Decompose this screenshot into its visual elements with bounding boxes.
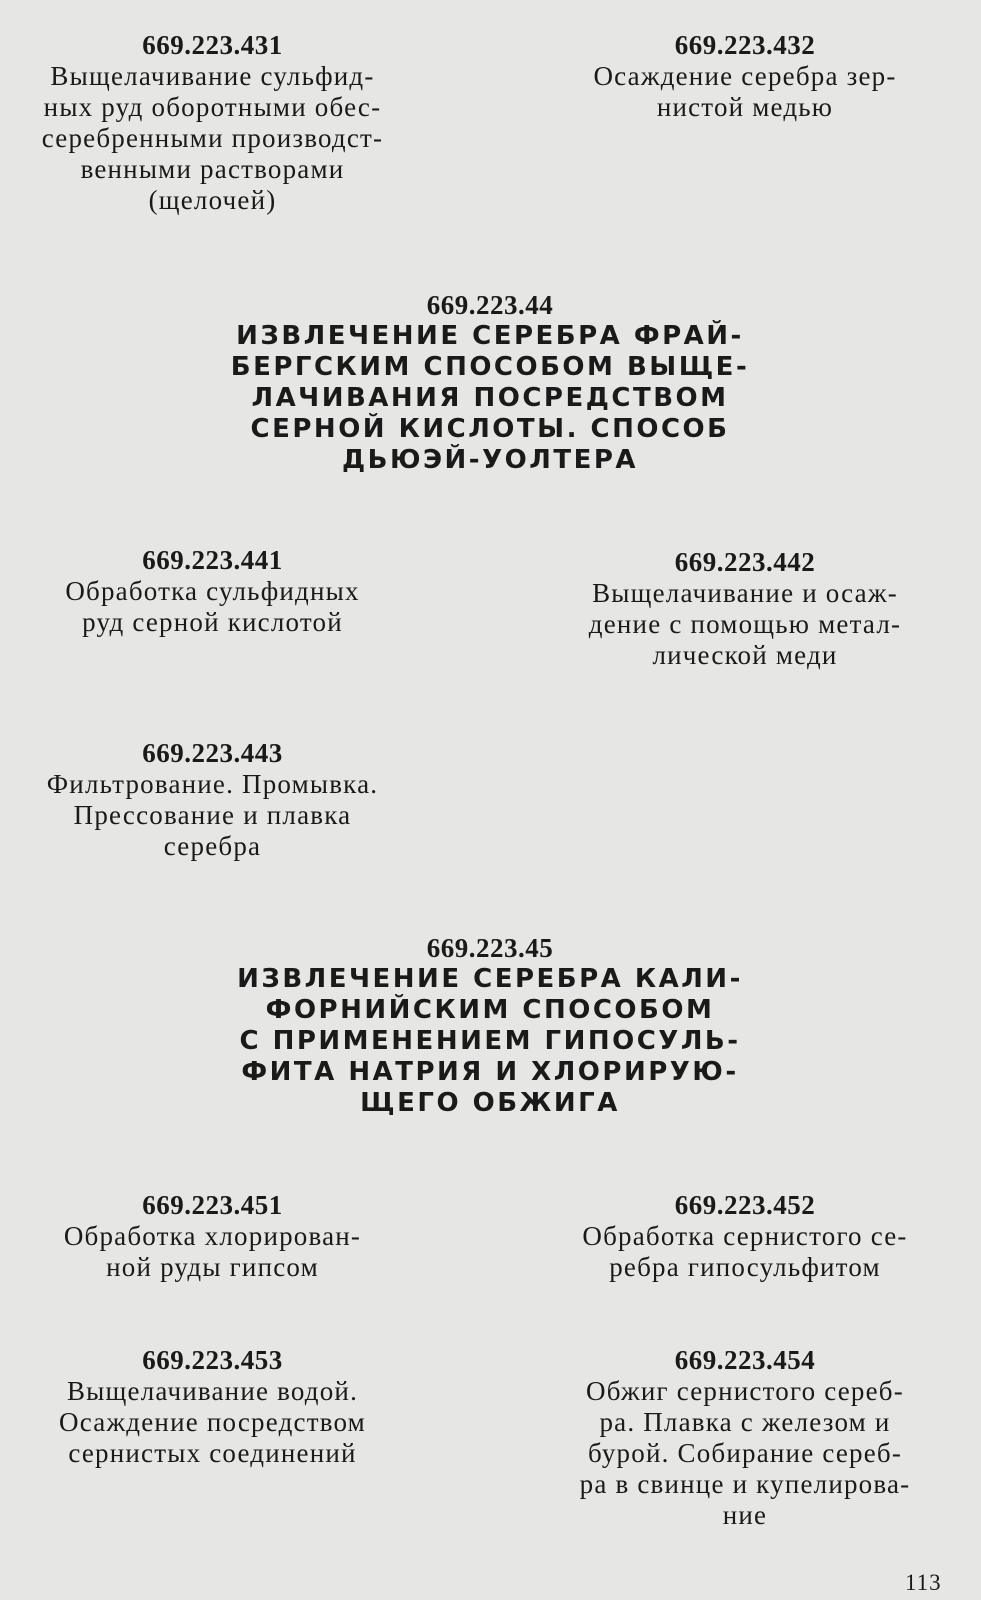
entry-line: Осаждение посредством [59, 1407, 366, 1437]
section-number: 669.223.44 [426, 290, 554, 320]
section-title-line: БЕРГСКИМ СПОСОБОМ ВЫЩЕ- [230, 352, 750, 382]
entry-669-223-431 [20, 30, 405, 216]
section-title-line: ИЗВЛЕЧЕНИЕ СЕРЕБРА КАЛИ- [237, 964, 743, 994]
entry-669-223-454 [550, 1345, 940, 1531]
entry-line: серебра [163, 831, 262, 861]
section-title-line: ЛАЧИВАНИЯ ПОСРЕДСТВОМ [251, 383, 729, 413]
entry-line: Обжиг сернистого сереб- [586, 1376, 904, 1406]
entry-line: ра. Плавка с железом и [599, 1407, 891, 1437]
entry-669-223-451 [20, 1190, 405, 1283]
entry-line: ребра гипосульфитом [609, 1252, 881, 1282]
entry-line: Осаждение серебра зер- [593, 61, 897, 91]
entry-line: Выщелачивание и осаж- [592, 578, 898, 608]
entry-669-223-453 [20, 1345, 405, 1469]
entry-line: лической меди [652, 640, 838, 670]
entry-number: 669.223.432 [674, 30, 816, 60]
entry-line: ра в свинце и купелирова- [579, 1469, 911, 1499]
entry-number: 669.223.443 [142, 738, 283, 768]
entry-line: Фильтрование. Промывка. [46, 769, 379, 799]
section-title-line: ФИТА НАТРИЯ И ХЛОРИРУЮ- [241, 1057, 739, 1087]
section-heading-669-223-45 [190, 933, 790, 1119]
entry-number: 669.223.431 [142, 30, 283, 60]
section-heading-669-223-44 [190, 290, 790, 476]
entry-line: Выщелачивание сульфид- [50, 61, 375, 91]
entry-number: 669.223.454 [674, 1345, 816, 1375]
entry-669-223-452 [550, 1190, 940, 1283]
entry-line: (щелочей) [148, 185, 277, 215]
entry-number: 669.223.441 [142, 545, 283, 575]
section-title-line: ФОРНИЙСКИМ СПОСОБОМ [265, 995, 715, 1025]
entry-line: венными растворами [80, 154, 345, 184]
section-title-line: ЩЕГО ОБЖИГА [360, 1088, 620, 1118]
entry-line: ных руд оборотными обес- [43, 92, 382, 122]
entry-669-223-443 [20, 738, 405, 862]
entry-line: Выщелачивание водой. [66, 1376, 359, 1406]
entry-number: 669.223.452 [674, 1190, 816, 1220]
section-number: 669.223.45 [426, 933, 554, 963]
entry-line: Прессование и плавка [73, 800, 352, 830]
page-number: 113 [905, 1570, 942, 1595]
entry-669-223-441 [20, 545, 405, 638]
entry-line: ной руды гипсом [106, 1252, 319, 1282]
entry-number: 669.223.442 [674, 547, 816, 577]
entry-number: 669.223.451 [142, 1190, 283, 1220]
entry-line: дение с помощью метал- [588, 609, 902, 639]
section-title-line: СЕРНОЙ КИСЛОТЫ. СПОСОБ [250, 414, 730, 444]
entry-number: 669.223.453 [142, 1345, 283, 1375]
entry-line: ние [722, 1500, 768, 1530]
entry-line: руд серной кислотой [82, 607, 343, 637]
entry-line: нистой медью [656, 92, 834, 122]
section-title-line: С ПРИМЕНЕНИЕМ ГИПОСУЛЬ- [239, 1026, 741, 1056]
entry-669-223-442 [550, 547, 940, 671]
entry-line: сернистых соединений [68, 1438, 357, 1468]
entry-line: Обработка сернистого се- [582, 1221, 908, 1251]
section-title-line: ИЗВЛЕЧЕНИЕ СЕРЕБРА ФРАЙ- [236, 321, 744, 351]
entry-line: Обработка сульфидных [65, 576, 360, 606]
entry-line: серебренными производст- [41, 123, 384, 153]
entry-line: Обработка хлорирован- [63, 1221, 362, 1251]
section-title-line: ДЬЮЭЙ-УОЛТЕРА [341, 445, 639, 475]
entry-669-223-432 [550, 30, 940, 123]
entry-line: бурой. Собирание сереб- [587, 1438, 903, 1468]
